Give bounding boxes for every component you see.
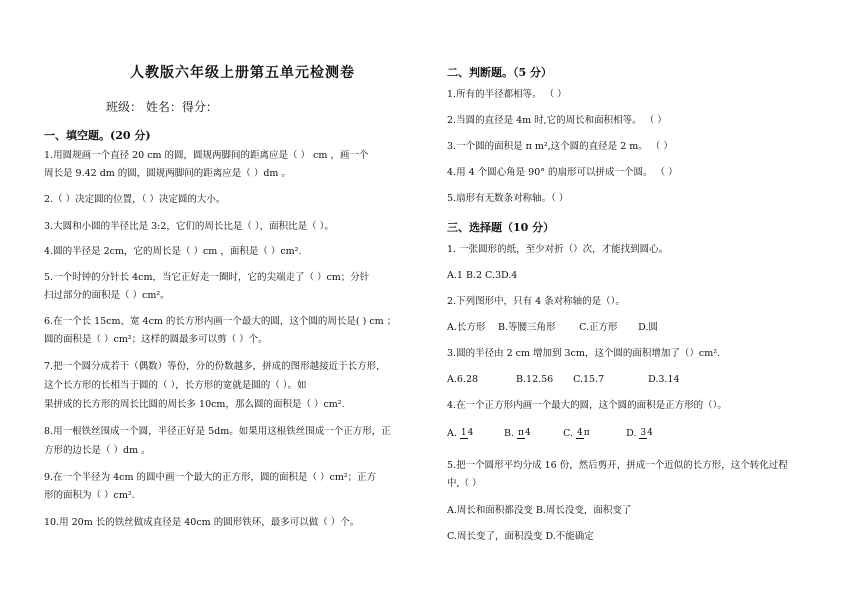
fill-q8-line2: 方形的边长是（ ）dm 。 (44, 445, 151, 456)
judge-q2: 2.当圆的直径是 4m 时,它的周长和面积相等。 （ ） (447, 115, 667, 126)
section3-heading: 三、选择题（10 分） (447, 221, 555, 234)
choice-q5-options-2: C.周长变了，面积没变 D.不能确定 (447, 531, 594, 542)
fraction: 14 (460, 428, 474, 438)
choice-q4-option-a: A. 14 (447, 428, 474, 439)
choice-q2-option-d: D.圆 (638, 322, 658, 333)
fill-q2: 2.（ ）决定圆的位置，（ ）决定圆的大小。 (44, 194, 226, 205)
fill-q8-line1: 8.用一根铁丝围成一个圆，半径正好是 5dm。如果用这根铁丝围成一个正方形，正 (44, 426, 391, 437)
choice-q3-option-c: C.15.7 (573, 374, 605, 385)
fill-q7-line1: 7.把一个圆分成若干（偶数）等份，分的份数越多，拼成的图形越接近于长方形， (44, 361, 386, 372)
choice-q4-option-d: D. 34 (626, 428, 653, 439)
choice-q4: 4.在一个正方形内画一个最大的圆，这个圆的面积是正方形的（）。 (447, 400, 727, 411)
choice-q1-options: A.1 B.2 C.3D.4 (447, 270, 518, 281)
fill-q9-line1: 9.在一个半径为 4cm 的圆中画一个最大的正方形，圆的面积是（ ）cm²；正方 (44, 472, 377, 483)
choice-q5-line1: 5.把一个圆形平均分成 16 份，然后剪开，拼成一个近似的长方形，这个转化过程 (447, 460, 788, 471)
choice-q4-option-c: C. 4π (563, 428, 590, 439)
choice-q5-line2: 中,（ ） (447, 478, 482, 489)
fraction: 4π (577, 428, 590, 438)
choice-q4-options (447, 424, 653, 444)
choice-q2-option-a: A.长方形 (447, 322, 486, 333)
choice-q1: 1. 一张圆形的纸，至少对折（）次，才能找到圆心。 (447, 244, 669, 255)
judge-q3: 3.一个圆的面积是 π m²,这个圆的直径是 2 m。 （ ） (447, 141, 673, 152)
student-info-line: 班级： 姓名：得分： (106, 100, 218, 114)
fill-q6-line2: 圆的面积是（ ）cm²；这样的圆最多可以剪（ ）个。 (44, 334, 268, 345)
judge-q4: 4.用 4 个圆心角是 90° 的扇形可以拼成一个圆。 （ ） (447, 167, 678, 178)
fraction: 34 (640, 428, 653, 438)
choice-q3: 3.圆的半径由 2 cm 增加到 3cm，这个圆的面积增加了（）cm². (447, 348, 721, 359)
choice-q2-option-c: C.正方形 (579, 322, 618, 333)
section2-heading: 二、判断题。（5 分） (447, 66, 552, 79)
choice-q3-option-a: A.6.28 (447, 374, 479, 385)
fill-q5-line2: 扫过部分的面积是（ ）cm²。 (44, 290, 170, 301)
fill-q6-line1: 6.在一个长 15cm、宽 4cm 的长方形内画一个最大的圆，这个圆的周长是( ) cm ； (44, 316, 397, 327)
judge-q1: 1.所有的半径都相等。 （ ） (447, 89, 567, 100)
fill-q4: 4.圆的半径是 2cm，它的周长是（ ）cm ，面积是（ ）cm². (44, 246, 302, 257)
judge-q5: 5.扇形有无数条对称轴。（ ） (447, 193, 569, 204)
choice-q3-option-d: D.3.14 (648, 374, 680, 385)
choice-q3-options (447, 374, 680, 386)
fill-q9-line2: 形的面积为（ ）cm². (44, 490, 135, 501)
choice-q4-option-b: B. π4 (504, 428, 531, 439)
section1-heading: 一、填空题。(20 分) (44, 129, 151, 142)
fill-q7-line3: 果拼成的长方形的周长比圆的周长多 10cm，那么圆的面积是（ ）cm². (44, 399, 345, 410)
fill-q10: 10.用 20m 长的铁丝做成直径是 40cm 的圆形铁环，最多可以做（ ）个。 (44, 517, 360, 528)
choice-q2-option-b: B.等腰三角形 (498, 322, 556, 333)
choice-q3-option-b: B.12.56 (516, 374, 554, 385)
fill-q5-line1: 5.一个时钟的分针长 4cm，当它正好走一圈时，它的尖端走了（ ）cm；分针 (44, 272, 370, 283)
page-title: 人教版六年级上册第五单元检测卷 (130, 65, 355, 81)
fill-q3: 3.大圆和小圆的半径比是 3:2，它们的周长比是（ ），面积比是（ ）。 (44, 221, 334, 232)
choice-q5-options-1: A.周长和面积都没变 B.周长没变，面积变了 (447, 505, 632, 516)
choice-q2-options (447, 322, 658, 334)
fill-q1-line2: 周长是 9.42 dm 的圆，圆规两脚间的距离应是（ ）dm 。 (44, 168, 291, 179)
choice-q2: 2.下列图形中，只有 4 条对称轴的是（）。 (447, 296, 625, 307)
fraction: π4 (518, 428, 531, 438)
fill-q1-line1: 1.用圆规画一个直径 20 cm 的圆，圆规两脚间的距离应是（ ） cm ，画一个 (44, 150, 369, 161)
fill-q7-line2: 这个长方形的长相当于圆的（ ），长方形的宽就是圆的（ ）。如 (44, 380, 307, 391)
